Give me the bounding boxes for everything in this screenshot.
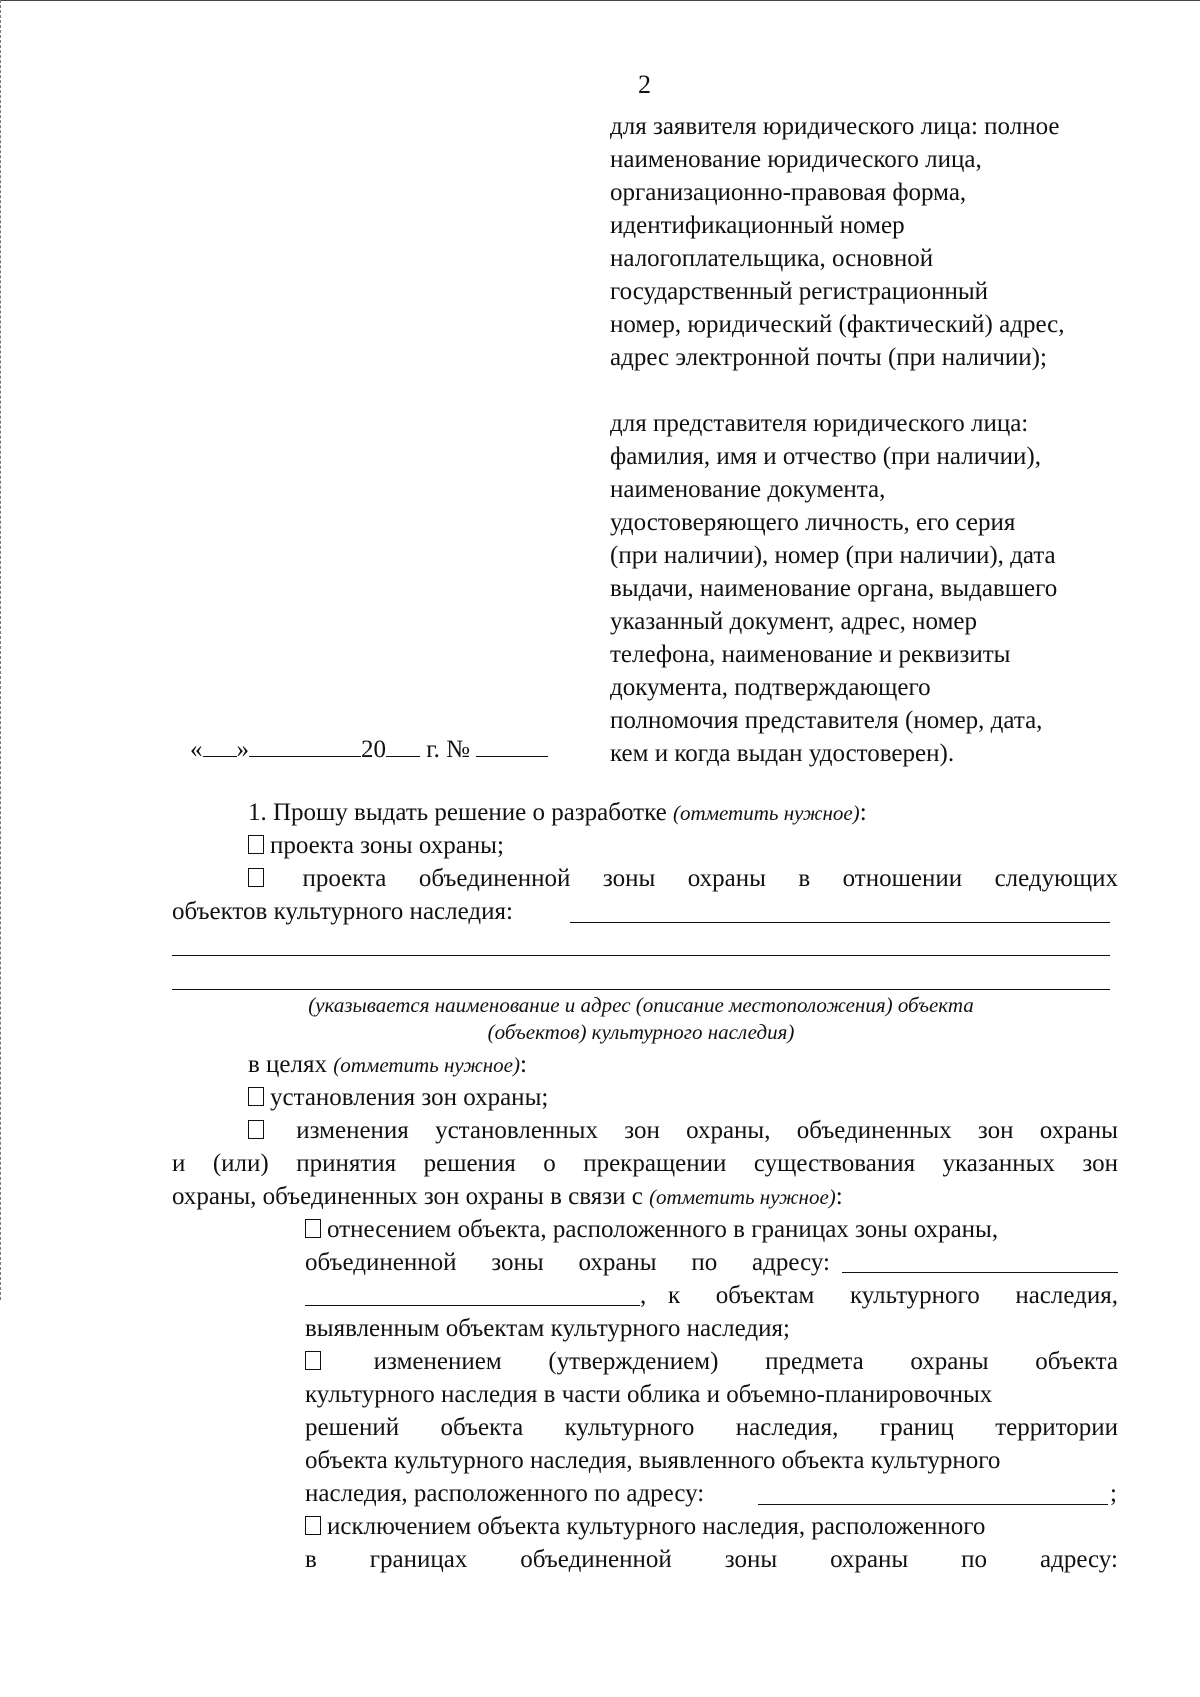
scan-top-edge — [0, 0, 1200, 1]
word — [248, 862, 270, 895]
objects-input-line-3[interactable] — [172, 989, 1110, 990]
word: объединенной — [305, 1249, 457, 1276]
word: к — [668, 1282, 681, 1309]
semicolon: ; — [1110, 1480, 1117, 1507]
word: зон — [977, 1117, 1014, 1144]
word: и — [172, 1150, 186, 1177]
option-exclusion[interactable]: исключением объекта культурного наследия, расположенного — [305, 1510, 985, 1543]
representative-block-line: полномочия представителя (номер, дата, — [610, 707, 1043, 734]
option-change-zones-line-1[interactable] — [248, 1114, 1118, 1147]
word: (утверждением) — [548, 1348, 719, 1375]
word: адресу: — [752, 1249, 830, 1276]
page-number: 2 — [638, 70, 651, 99]
word: объекта — [440, 1414, 524, 1441]
representative-block-line: кем и когда выдан удостоверен). — [610, 740, 955, 767]
checkbox-icon[interactable] — [305, 1351, 321, 1370]
objects-input-line-1[interactable] — [570, 922, 1110, 923]
assignment-line-4: выявленным объектам культурного наследия; — [305, 1315, 790, 1342]
open-quote: « — [190, 736, 203, 763]
word: границ — [879, 1414, 954, 1441]
applicant-block-line: для заявителя юридического лица: полное — [610, 113, 1060, 140]
representative-block-line: наименование документа, — [610, 476, 886, 503]
assignment-heritage-line — [668, 1279, 1118, 1312]
assignment-address-input-1[interactable] — [842, 1272, 1118, 1273]
option-change-subject[interactable] — [305, 1345, 1118, 1378]
representative-block-line: удостоверяющего личность, его серия — [610, 509, 1016, 536]
word: принятия — [296, 1150, 397, 1177]
word: объекта — [1035, 1348, 1118, 1375]
word: границах — [369, 1546, 468, 1573]
representative-block-line: (при наличии), номер (при наличии), дата — [610, 542, 1056, 569]
year-blank — [386, 736, 420, 757]
word: отношении — [842, 865, 963, 892]
word — [305, 1345, 327, 1378]
word — [248, 1114, 270, 1147]
item1-lead: 1. Прошу выдать решение о разработке (отметить нужное): — [248, 799, 867, 826]
word: (или) — [212, 1150, 269, 1177]
word: зоны — [491, 1249, 544, 1276]
checkbox-icon[interactable] — [248, 868, 264, 887]
date-number-line — [190, 733, 548, 766]
option-joint-zone-project[interactable] — [248, 862, 1118, 895]
representative-block-line: документа, подтверждающего — [610, 674, 931, 701]
word: наследия, — [1015, 1282, 1118, 1309]
word: по — [961, 1546, 988, 1573]
representative-block-line: указанный документ, адрес, номер — [610, 608, 977, 635]
word: решений — [305, 1414, 400, 1441]
word: наследия, — [735, 1414, 839, 1441]
word: зоны — [602, 865, 656, 892]
scan-left-edge — [0, 0, 3, 1300]
word: культурного — [849, 1282, 980, 1309]
word: охраны — [830, 1546, 909, 1573]
change-subject-line-3 — [305, 1411, 1118, 1444]
word: объединенной — [418, 865, 571, 892]
word: прекращении — [583, 1150, 727, 1177]
number-blank — [476, 736, 548, 757]
checkbox-icon[interactable] — [305, 1516, 321, 1535]
checkbox-icon[interactable] — [248, 835, 264, 854]
assignment-address-input-2[interactable] — [305, 1305, 640, 1306]
checkbox-icon[interactable] — [305, 1219, 321, 1238]
word: в — [305, 1546, 317, 1573]
change-subject-line-2: культурного наследия в части облика и объемно-планировочных — [305, 1381, 993, 1408]
word: в — [798, 865, 811, 892]
word: охраны — [578, 1249, 657, 1276]
option-assignment-object[interactable]: отнесением объекта, расположенного в границах зоны охраны, — [305, 1213, 998, 1246]
comma: , — [640, 1282, 647, 1309]
word: объединенных — [796, 1117, 952, 1144]
word: установленных — [435, 1117, 598, 1144]
purpose-lead: в целях (отметить нужное): — [248, 1051, 527, 1078]
word: охраны — [910, 1348, 989, 1375]
day-blank — [203, 736, 237, 757]
change-subject-line-5: наследия, расположенного по адресу: — [305, 1480, 705, 1507]
objects-input-line-2[interactable] — [172, 955, 1110, 956]
representative-block-line: выдачи, наименование органа, выдавшего — [610, 575, 1058, 602]
word: изменением — [373, 1348, 502, 1375]
applicant-block-line: адрес электронной почты (при наличии); — [610, 344, 1047, 371]
word: территории — [995, 1414, 1118, 1441]
word: объектам — [715, 1282, 815, 1309]
representative-block-line: для представителя юридического лица: — [610, 410, 1029, 437]
applicant-block-line: наименование юридического лица, — [610, 146, 982, 173]
word: предмета — [765, 1348, 864, 1375]
word: проекта — [302, 865, 387, 892]
objects-heritage-label: объектов культурного наследия: — [172, 898, 513, 925]
word: следующих — [994, 865, 1118, 892]
assignment-address-line — [305, 1246, 830, 1279]
applicant-block-line: налогоплательщика, основной — [610, 245, 934, 272]
representative-block-line: фамилия, имя и отчество (при наличии), — [610, 443, 1042, 470]
word: указанных — [942, 1150, 1055, 1177]
word: зоны — [724, 1546, 778, 1573]
exclusion-address-line — [305, 1543, 1118, 1576]
applicant-block-line: идентификационный номер — [610, 212, 905, 239]
word: адресу: — [1040, 1546, 1118, 1573]
applicant-block-line: номер, юридический (фактический) адрес, — [610, 311, 1065, 338]
word: по — [691, 1249, 718, 1276]
applicant-block-line: государственный регистрационный — [610, 278, 989, 305]
word: решения — [423, 1150, 516, 1177]
word: охраны, — [686, 1117, 771, 1144]
word: о — [543, 1150, 556, 1177]
word: культурного — [564, 1414, 695, 1441]
word: объединенной — [520, 1546, 672, 1573]
word: зон — [1082, 1150, 1118, 1177]
applicant-block-line: организационно-правовая форма, — [610, 179, 967, 206]
word: охраны — [1039, 1117, 1118, 1144]
word: охраны — [687, 865, 766, 892]
month-blank — [249, 736, 361, 757]
representative-block-line: телефона, наименование и реквизиты — [610, 641, 1011, 668]
option-establish-zones[interactable]: установления зон охраны; — [248, 1081, 548, 1114]
checkbox-icon[interactable] — [248, 1087, 264, 1106]
year-prefix: 20 — [361, 736, 386, 763]
word: изменения — [296, 1117, 409, 1144]
option-change-zones-line-3: охраны, объединенных зон охраны в связи с (отметить нужное): — [172, 1183, 843, 1210]
option-change-zones-line-2 — [172, 1147, 1118, 1180]
objects-caption-line-2: (объектов) культурного наследия) — [487, 1020, 795, 1044]
checkbox-icon[interactable] — [248, 1120, 264, 1139]
change-subject-line-4: объекта культурного наследия, выявленного объекта культурного — [305, 1447, 1001, 1474]
objects-caption-line-1: (указывается наименование и адрес (описание местоположения) объекта — [308, 993, 974, 1017]
change-subject-address-input[interactable] — [758, 1504, 1108, 1505]
close-quote: » — [236, 736, 249, 763]
word: существования — [753, 1150, 916, 1177]
option-security-zone-project[interactable]: проекта зоны охраны; — [248, 829, 504, 862]
word: зон — [624, 1117, 660, 1144]
number-label: г. № — [426, 736, 471, 763]
